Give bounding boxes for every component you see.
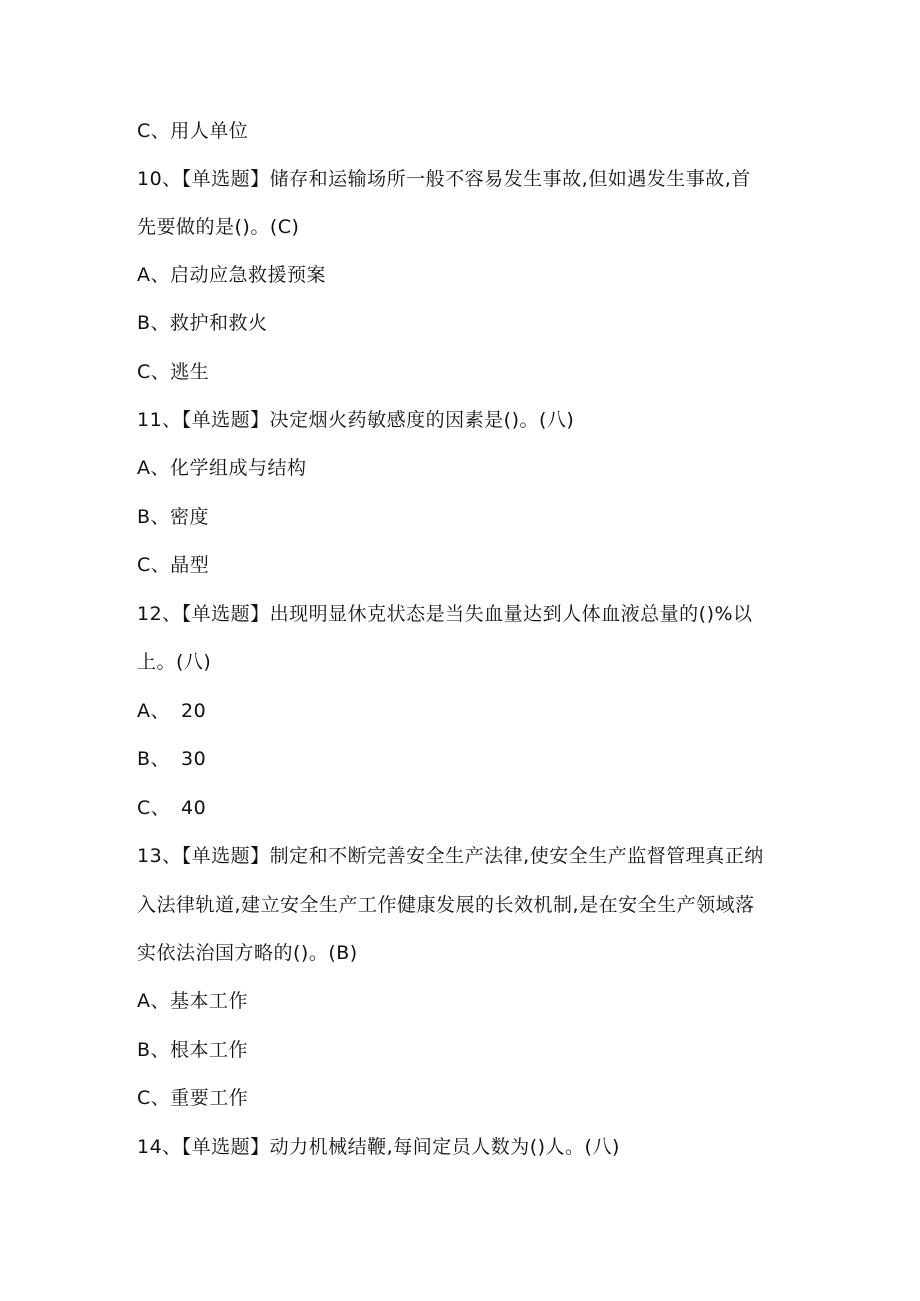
question-10-line-1: 10、【单选题】储存和运输场所一般不容易发生事故,但如遇发生事故,首 — [137, 168, 751, 190]
option-b-q10: B、救护和救火 — [137, 312, 268, 334]
option-b-q12 — [137, 746, 797, 772]
option-value: 40 — [181, 797, 207, 819]
option-a-q13: A、基本工作 — [137, 990, 248, 1012]
option-b-q13: B、根本工作 — [137, 1039, 249, 1061]
option-label: C、 — [137, 797, 171, 819]
option-a-q10: A、启动应急救援预案 — [137, 264, 326, 286]
question-11: 11、【单选题】决定烟火药敏感度的因素是()。(八) — [137, 409, 575, 431]
option-label: B、 — [137, 748, 171, 770]
question-12-line-1: 12、【单选题】出现明显休克状态是当失血量达到人体血液总量的()%以 — [137, 603, 753, 625]
option-c-q13: C、重要工作 — [137, 1087, 249, 1109]
option-c-q12 — [137, 795, 797, 821]
question-10-line-2: 先要做的是()。(C) — [137, 216, 300, 238]
question-12-line-2: 上。(八) — [137, 651, 212, 673]
option-value: 20 — [181, 700, 207, 722]
question-13-line-1: 13、【单选题】制定和不断完善安全生产法律,使安全生产监督管理真正纳 — [137, 845, 764, 867]
question-14: 14、【单选题】动力机械结鞭,每间定员人数为()人。(八) — [137, 1136, 620, 1158]
option-b-q11: B、密度 — [137, 506, 210, 528]
option-value: 30 — [181, 748, 207, 770]
option-c-q10: C、逃生 — [137, 361, 210, 383]
question-13-line-3: 实依法治国方略的()。(B) — [137, 942, 358, 964]
option-c-q9: C、用人单位 — [137, 120, 249, 142]
option-label: A、 — [137, 700, 170, 722]
option-a-q12 — [137, 698, 797, 724]
question-13-line-2: 入法律轨道,建立安全生产工作健康发展的长效机制,是在安全生产领域落 — [137, 894, 755, 916]
option-a-q11: A、化学组成与结构 — [137, 457, 307, 479]
option-c-q11: C、晶型 — [137, 554, 210, 576]
